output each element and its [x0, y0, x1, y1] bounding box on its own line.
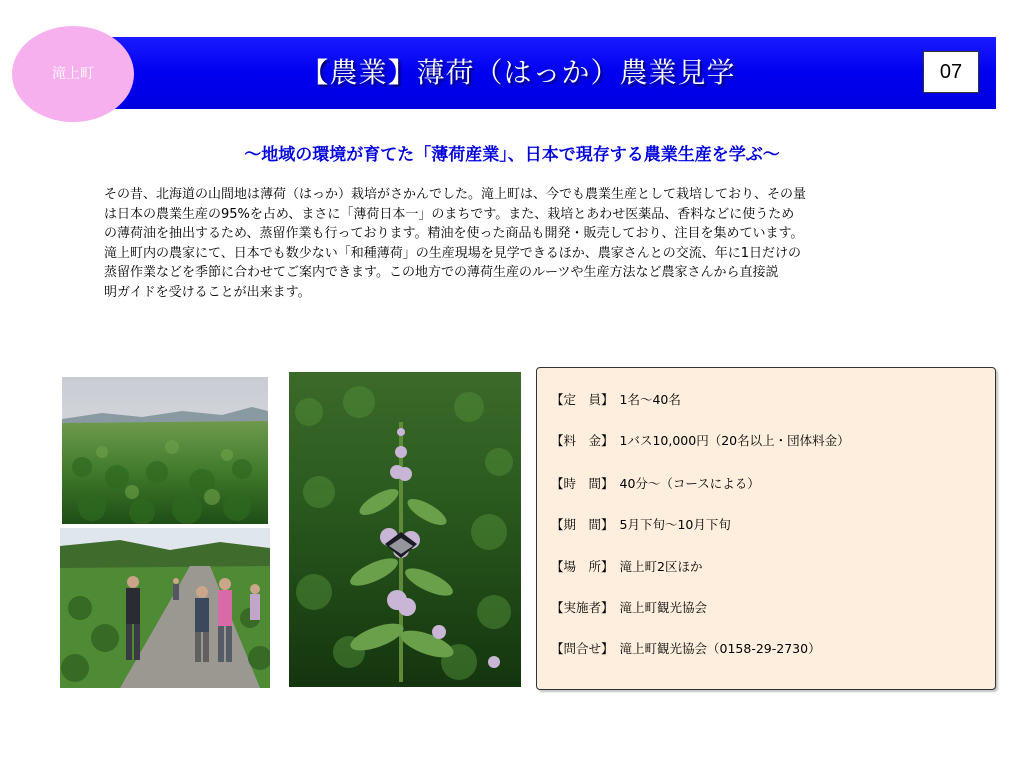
- info-period: [551, 515, 731, 533]
- info-value: 5月下旬～10月下旬: [619, 517, 731, 532]
- info-organizer: [551, 598, 707, 616]
- info-contact: [551, 639, 821, 657]
- info-label: 【期 間】: [551, 517, 614, 532]
- info-value: 滝上町観光協会: [619, 600, 708, 615]
- info-fee: [551, 431, 850, 449]
- info-label: 【定 員】: [551, 392, 614, 407]
- page-number: 07: [923, 51, 979, 93]
- info-value: 1バス10,000円（20名以上・団体料金）: [619, 433, 850, 448]
- info-label: 【料 金】: [551, 433, 614, 448]
- mint-field-photo: [62, 377, 268, 524]
- subtitle: ～地域の環境が育てた「薄荷産業」、日本で現存する農業生産を学ぶ～: [244, 145, 780, 165]
- info-place: [551, 557, 702, 575]
- info-time: [551, 474, 760, 492]
- description-line: その昔、北海道の山間地は薄荷（はっか）栽培がさかんでした。滝上町は、今でも農業生産として栽培しており、その量: [104, 187, 807, 202]
- description: [104, 185, 964, 302]
- info-value: 滝上町2区ほか: [619, 559, 703, 574]
- info-value: 滝上町観光協会（0158-29-2730）: [619, 641, 821, 656]
- description-line: は日本の農業生産の95%を占め、まさに「薄荷日本一」のまちです。また、栽培とあわせ医薬品、香料などに使うため: [104, 206, 795, 222]
- info-label: 【問合せ】: [551, 641, 614, 656]
- description-line: 蒸留作業などを季節に合わせてご案内できます。この地方での薄荷生産のルーツや生産方法など農家さんから直接説: [104, 265, 779, 280]
- farm-visit-photo: [60, 528, 270, 688]
- page-title: 【農業】薄荷（はっか）農業見学: [300, 56, 736, 89]
- town-badge: 滝上町: [12, 26, 134, 122]
- info-label: 【場 所】: [551, 559, 614, 574]
- info-box: [536, 367, 996, 690]
- description-line: の薄荷油を抽出するため、蒸留作業も行っております。精油を使った商品も開発・販売しており、注目を集めています。: [104, 226, 804, 241]
- info-value: 1名～40名: [619, 392, 681, 407]
- info-label: 【時 間】: [551, 476, 614, 491]
- description-line: 滝上町内の農家にて、日本でも数少ない「和種薄荷」の生産現場を見学できるほか、農家さんとの交流、年に1日だけの: [104, 245, 802, 261]
- description-line: 明ガイドを受けることが出来ます。: [104, 284, 311, 300]
- info-capacity: [551, 390, 681, 408]
- title-bar: [108, 37, 996, 109]
- info-label: 【実施者】: [551, 600, 614, 615]
- info-value: 40分～（コースによる）: [619, 476, 760, 491]
- mint-flower-photo: [289, 372, 521, 687]
